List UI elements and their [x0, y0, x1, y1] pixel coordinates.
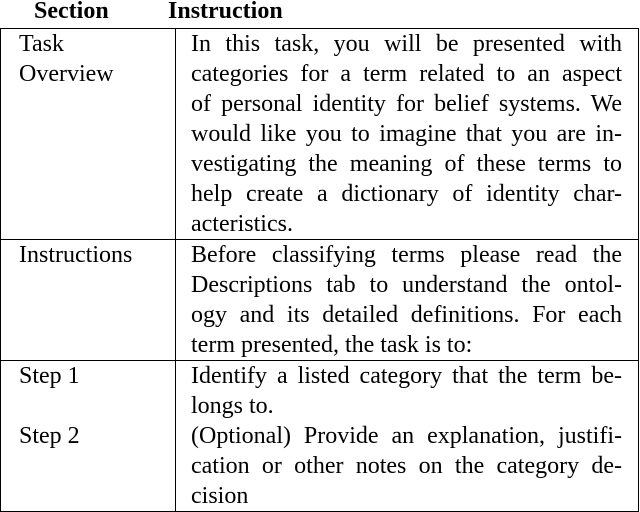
- instruction-line: In this task, you will be presented with: [191, 31, 622, 57]
- table-header: [0, 0, 640, 26]
- instruction-line: term presented, the task is to:: [191, 332, 473, 358]
- instruction-cell: [176, 361, 639, 512]
- section-spacer: [19, 391, 171, 421]
- instruction-line: Identify a listed category that the term be-: [191, 363, 622, 389]
- instruction-line: would like you to imagine that you are in-: [191, 121, 622, 147]
- column-header-instruction: Instruction: [168, 0, 283, 24]
- instruction-cell: [176, 29, 639, 240]
- instruction-table: [0, 28, 639, 512]
- section-line: Step 1: [19, 363, 80, 389]
- section-line: Overview: [19, 61, 114, 87]
- table-row: [1, 361, 639, 512]
- instruction-line: cation or other notes on the category de-: [191, 453, 622, 479]
- instruction-line: vestigating the meaning of these terms to: [191, 151, 622, 177]
- instruction-line: ogy and its detailed definitions. For each: [191, 302, 622, 328]
- instruction-line: (Optional) Provide an explanation, justifi-: [191, 423, 622, 449]
- section-line: Step 2: [19, 423, 80, 449]
- instruction-line: cision: [191, 483, 249, 509]
- instruction-line: Before classifying terms please read the: [191, 242, 622, 268]
- section-line: Task: [19, 31, 64, 57]
- instruction-line: categories for a term related to an aspect: [191, 61, 622, 87]
- section-cell: [1, 240, 176, 361]
- instruction-line: Descriptions tab to understand the ontol-: [191, 272, 622, 298]
- section-line: Instructions: [19, 242, 133, 268]
- instruction-line: acteristics.: [191, 211, 293, 237]
- instruction-line: of personal identity for belief systems. We: [191, 91, 622, 117]
- table-row: [1, 240, 639, 361]
- instruction-cell: [176, 240, 639, 361]
- instruction-line: help create a dictionary of identity char-: [191, 181, 622, 207]
- column-header-section: Section: [34, 0, 109, 24]
- table-row: [1, 29, 639, 240]
- section-cell: [1, 29, 176, 240]
- section-cell: [1, 361, 176, 512]
- instruction-line: longs to.: [191, 393, 274, 419]
